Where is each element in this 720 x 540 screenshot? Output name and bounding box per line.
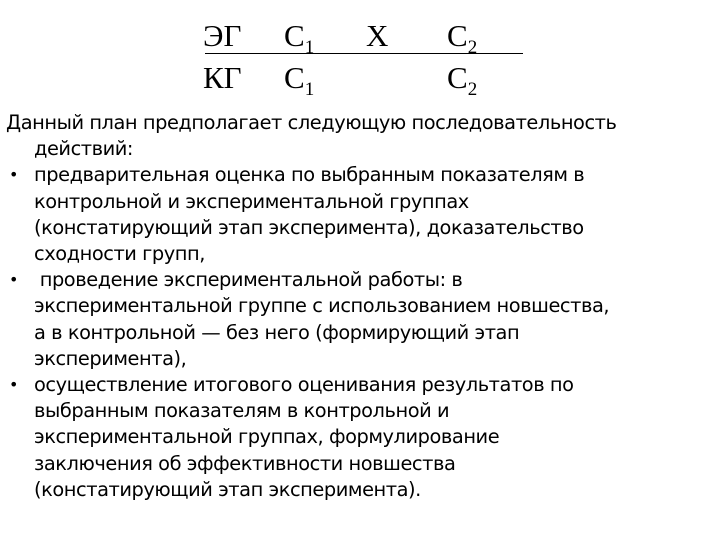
step-line: предварительная оценка по выбранным показателям в [34, 163, 585, 187]
control-group-posttest: $С_2$ [447, 60, 478, 100]
experimental-group-label: ЭГ [203, 18, 242, 53]
step-line: выбранным показателям в контрольной и [34, 399, 450, 423]
step-line: контрольной и экспериментальной группах [34, 189, 469, 213]
bullet-icon: • [9, 270, 18, 290]
experimental-group-pretest: $С_1$ [284, 18, 315, 58]
experimental-group-posttest: $С_2$ [447, 18, 478, 58]
scheme-divider [205, 53, 523, 54]
step-final-assessment [6, 372, 716, 503]
step-line: (констатирующий этап эксперимента), доказательство [34, 215, 584, 239]
step-line: заключения об эффективности новшества [34, 451, 456, 475]
steps-list [6, 162, 716, 503]
step-line: сходности групп, [34, 242, 205, 266]
step-line: экспериментальной группах, формулирование [34, 425, 500, 449]
step-line: экспериментальной группе с использованием новшества, [34, 294, 610, 318]
step-preliminary-assessment [6, 162, 716, 267]
step-line: а в контрольной — без него (формирующий этап [34, 320, 520, 344]
step-line: осуществление итогового оценивания результатов по [34, 373, 574, 397]
step-line: эксперимента), [34, 346, 187, 370]
intro-line: Данный план предполагает следующую последовательность [6, 111, 617, 134]
control-group-pretest: $С_1$ [284, 60, 315, 100]
step-line: проведение экспериментальной работы: в [34, 268, 463, 292]
step-experimental-work [6, 267, 716, 372]
intro-line: действий: [34, 137, 134, 161]
control-group-label: КГ [203, 60, 242, 95]
step-line: (констатирующий этап эксперимента). [34, 477, 421, 501]
bullet-icon: • [9, 375, 18, 395]
bullet-icon: • [9, 165, 18, 185]
experimental-treatment: Х [366, 18, 389, 53]
experiment-scheme [0, 0, 720, 100]
plan-description [6, 110, 716, 503]
